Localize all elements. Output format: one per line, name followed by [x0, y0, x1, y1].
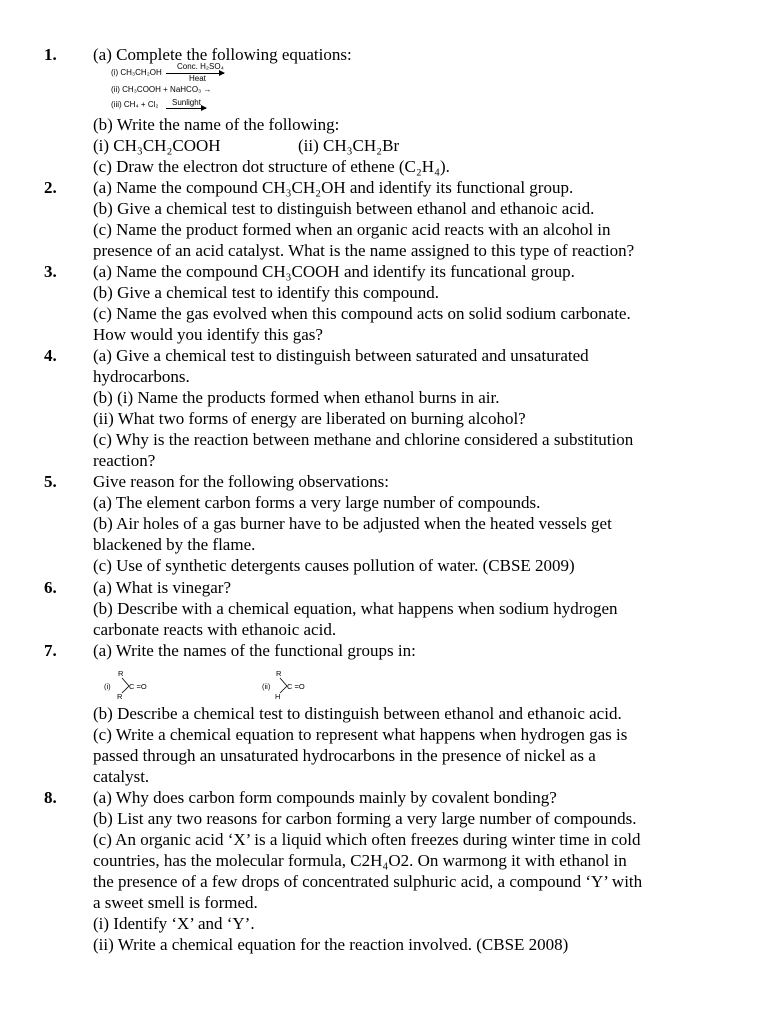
structure-ii-bond-top [280, 678, 287, 686]
ketone-structure-drawing [104, 668, 174, 702]
q6-line-3: carbonate reacts with ethanoic acid. [93, 620, 337, 639]
q7-line-5: catalyst. [93, 767, 150, 786]
q8-line-2: (b) List any two reasons for carbon forming a very large number of compounds. [93, 809, 637, 828]
q1-eq1-reactant: (i) CH₃CH₂OH [111, 68, 162, 77]
q4-line-3: (b) (i) Name the products formed when ethanol burns in air. [93, 388, 500, 407]
q2-line-1: (a) Name the compound CH₃CH₂OH and identify its functional group. [93, 178, 574, 197]
q3-line-4: How would you identify this gas? [93, 325, 323, 344]
q1-eq3-arrow [166, 108, 206, 109]
q5-line-4: blackened by the flame. [93, 535, 256, 554]
structure-ii-top-group: R [276, 669, 282, 678]
q2-line-3: (c) Name the product formed when an organic acid reacts with an alcohol in [93, 220, 611, 239]
structure-i-bond-top [122, 678, 129, 686]
q8-line-6: a sweet smell is formed. [93, 893, 258, 912]
q3-line-2: (b) Give a chemical test to identify this compound. [93, 283, 440, 302]
q1-line-b-i: (i) CH₃CH₂COOH [93, 136, 221, 155]
structure-ii-bond-bottom [280, 686, 287, 693]
structure-i-carbonyl: C =O [129, 682, 147, 691]
carbonyl-structure-i [104, 668, 174, 702]
q4-line-2: hydrocarbons. [93, 367, 190, 386]
q1-line-b-ii: (ii) CH₃CH₂Br [298, 136, 400, 155]
q8-line-3: (c) An organic acid ‘X’ is a liquid which often freezes during winter time in cold [93, 830, 641, 849]
q7-line-1: (a) Write the names of the functional groups in: [93, 641, 416, 660]
q6-line-1: (a) What is vinegar? [93, 578, 231, 597]
question-6-number: 6. [44, 578, 57, 597]
q1-eq2: (ii) CH₃COOH + NaHCO₃ → [111, 85, 212, 94]
q4-line-4: (ii) What two forms of energy are liberated on burning alcohol? [93, 409, 526, 428]
q6-line-2: (b) Describe with a chemical equation, what happens when sodium hydrogen [93, 599, 618, 618]
question-3-number: 3. [44, 262, 57, 281]
structure-i-bottom-group: R [117, 692, 123, 701]
q8-line-7: (i) Identify ‘X’ and ‘Y’. [93, 914, 255, 933]
carbonyl-structure-ii [262, 668, 332, 702]
question-8-number: 8. [44, 788, 57, 807]
q7-line-3: (c) Write a chemical equation to represent what happens when hydrogen gas is [93, 725, 628, 744]
q8-line-4: countries, has the molecular formula, C2H₄O2. On warmong it with ethanol in [93, 851, 627, 870]
structure-i-bond-bottom [122, 686, 129, 693]
q7-line-4: passed through an unsaturated hydrocarbons in the presence of nickel as a [93, 746, 596, 765]
q1-eq3-condition: Sunlight [172, 98, 201, 107]
question-5-number: 5. [44, 472, 57, 491]
q3-line-1: (a) Name the compound CH₃COOH and identify its funcational group. [93, 262, 575, 281]
q2-line-2: (b) Give a chemical test to distinguish between ethanol and ethanoic acid. [93, 199, 595, 218]
q8-line-1: (a) Why does carbon form compounds mainly by covalent bonding? [93, 788, 557, 807]
q2-line-4: presence of an acid catalyst. What is the name assigned to this type of reaction? [93, 241, 635, 260]
question-2-number: 2. [44, 178, 57, 197]
q5-line-3: (b) Air holes of a gas burner have to be adjusted when the heated vessels get [93, 514, 612, 533]
q8-line-8: (ii) Write a chemical equation for the reaction involved. (CBSE 2008) [93, 935, 569, 954]
aldehyde-structure-drawing [262, 668, 332, 702]
structure-ii-label: (ii) [262, 682, 271, 691]
q5-line-1: Give reason for the following observations: [93, 472, 390, 491]
question-1-number: 1. [44, 45, 57, 64]
structure-ii-carbonyl: C =O [287, 682, 305, 691]
q4-line-1: (a) Give a chemical test to distinguish between saturated and unsaturated [93, 346, 589, 365]
structure-ii-bottom-group: H [275, 692, 281, 701]
question-4-number: 4. [44, 346, 57, 365]
q1-line-a: (a) Complete the following equations: [93, 45, 352, 64]
q4-line-5: (c) Why is the reaction between methane and chlorine considered a substitution [93, 430, 634, 449]
structure-i-top-group: R [118, 669, 124, 678]
q7-line-2: (b) Describe a chemical test to distinguish between ethanol and ethanoic acid. [93, 704, 622, 723]
q1-eq3-reactants: (iii) CH₄ + Cl₂ [111, 100, 159, 109]
q8-line-5: the presence of a few drops of concentrated sulphuric acid, a compound ‘Y’ with [93, 872, 643, 891]
q5-line-2: (a) The element carbon forms a very large number of compounds. [93, 493, 541, 512]
question-7-number: 7. [44, 641, 57, 660]
q3-line-3: (c) Name the gas evolved when this compound acts on solid sodium carbonate. [93, 304, 631, 323]
structure-i-label: (i) [104, 682, 111, 691]
q1-line-c: (c) Draw the electron dot structure of ethene (C₂H₄). [93, 157, 450, 176]
q5-line-5: (c) Use of synthetic detergents causes pollution of water. (CBSE 2009) [93, 556, 575, 575]
q1-line-b: (b) Write the name of the following: [93, 115, 340, 134]
q1-eq1-condition: Conc. H₂SO₄ [177, 62, 224, 71]
q1-eq1-heat: Heat [189, 74, 206, 83]
q4-line-6: reaction? [93, 451, 156, 470]
